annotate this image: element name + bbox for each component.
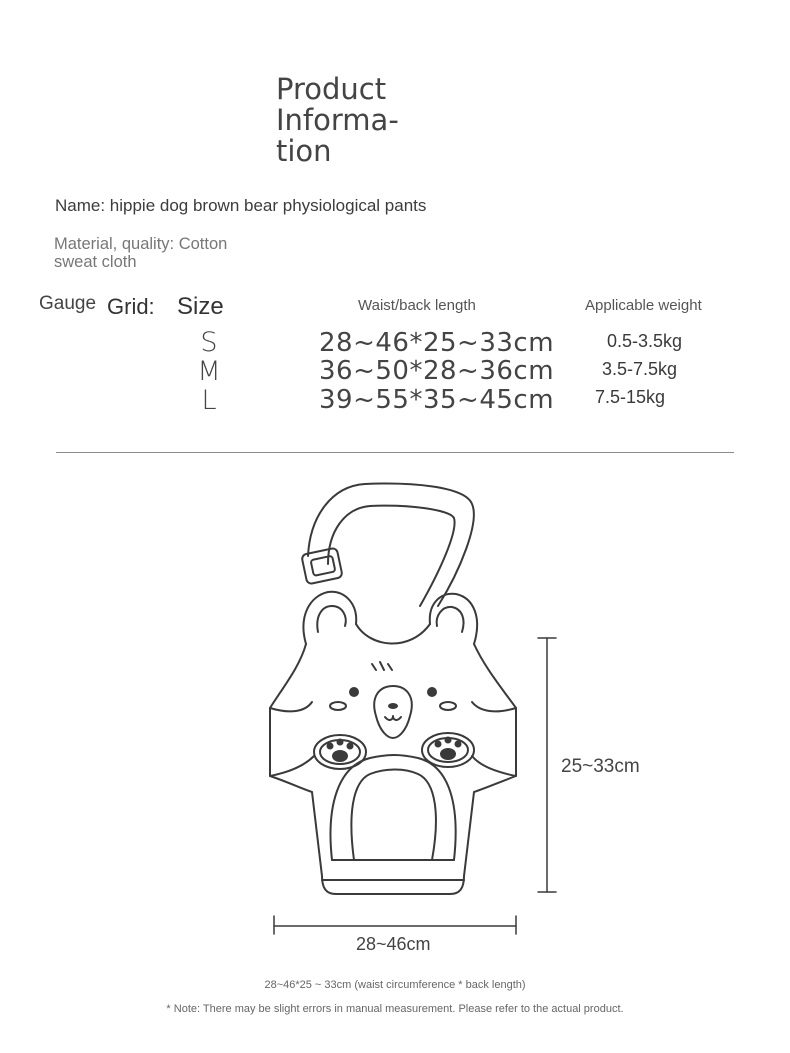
grid-label: Grid: [107,294,155,319]
page-title-line-2: tion [276,134,332,168]
leg-opening [351,770,436,861]
weight-cell: 0.5-3.5kg [607,331,683,351]
weight-cell: 7.5-15kg [595,387,666,407]
left-ear [303,592,356,644]
page-title [276,74,516,167]
waist-column-header: Waist/back length [358,297,476,314]
measurement-caption: 28~46*25 ~ 33cm (waist circumference * back length) [264,979,526,991]
product-name: Name: hippie dog brown bear physiological pants [55,196,427,215]
size-column-header: Size [177,293,224,320]
width-dimension-line [274,916,516,934]
neckline [356,624,430,644]
height-dimension-label: 25~33cm [561,756,640,777]
bear-muzzle [374,686,412,738]
waist-cell: 39~55*35~45cm [319,385,555,415]
waist-cell: 28~46*25~33cm [319,328,555,358]
strap-buckle [301,548,342,585]
size-cell: L [201,385,217,416]
measurement-note: * Note: There may be slight errors in manual measurement. Please refer to the actual product. [166,1003,624,1015]
material-line-2: sweat cloth [54,253,137,271]
left-paw-pocket [314,735,366,769]
right-paw-pocket [422,733,474,767]
bear-pants-illustration [260,476,660,976]
waist-cell: 36~50*28~36cm [319,356,555,386]
material-info [54,235,284,271]
width-dimension-label: 28~46cm [356,934,431,954]
height-dimension-line [538,638,556,892]
shoulder-strap-inner [328,506,455,606]
right-eye [427,687,437,697]
left-eye [349,687,359,697]
gauge-label: Gauge [39,293,97,314]
size-cell: S [200,327,218,358]
page-title-line-1: Product Informa- [276,72,399,137]
material-line-1: Material, quality: Cotton [54,235,228,253]
size-cell: M [197,356,221,387]
section-divider [56,452,734,453]
weight-cell: 3.5-7.5kg [602,359,678,379]
weight-column-header: Applicable weight [585,297,702,314]
